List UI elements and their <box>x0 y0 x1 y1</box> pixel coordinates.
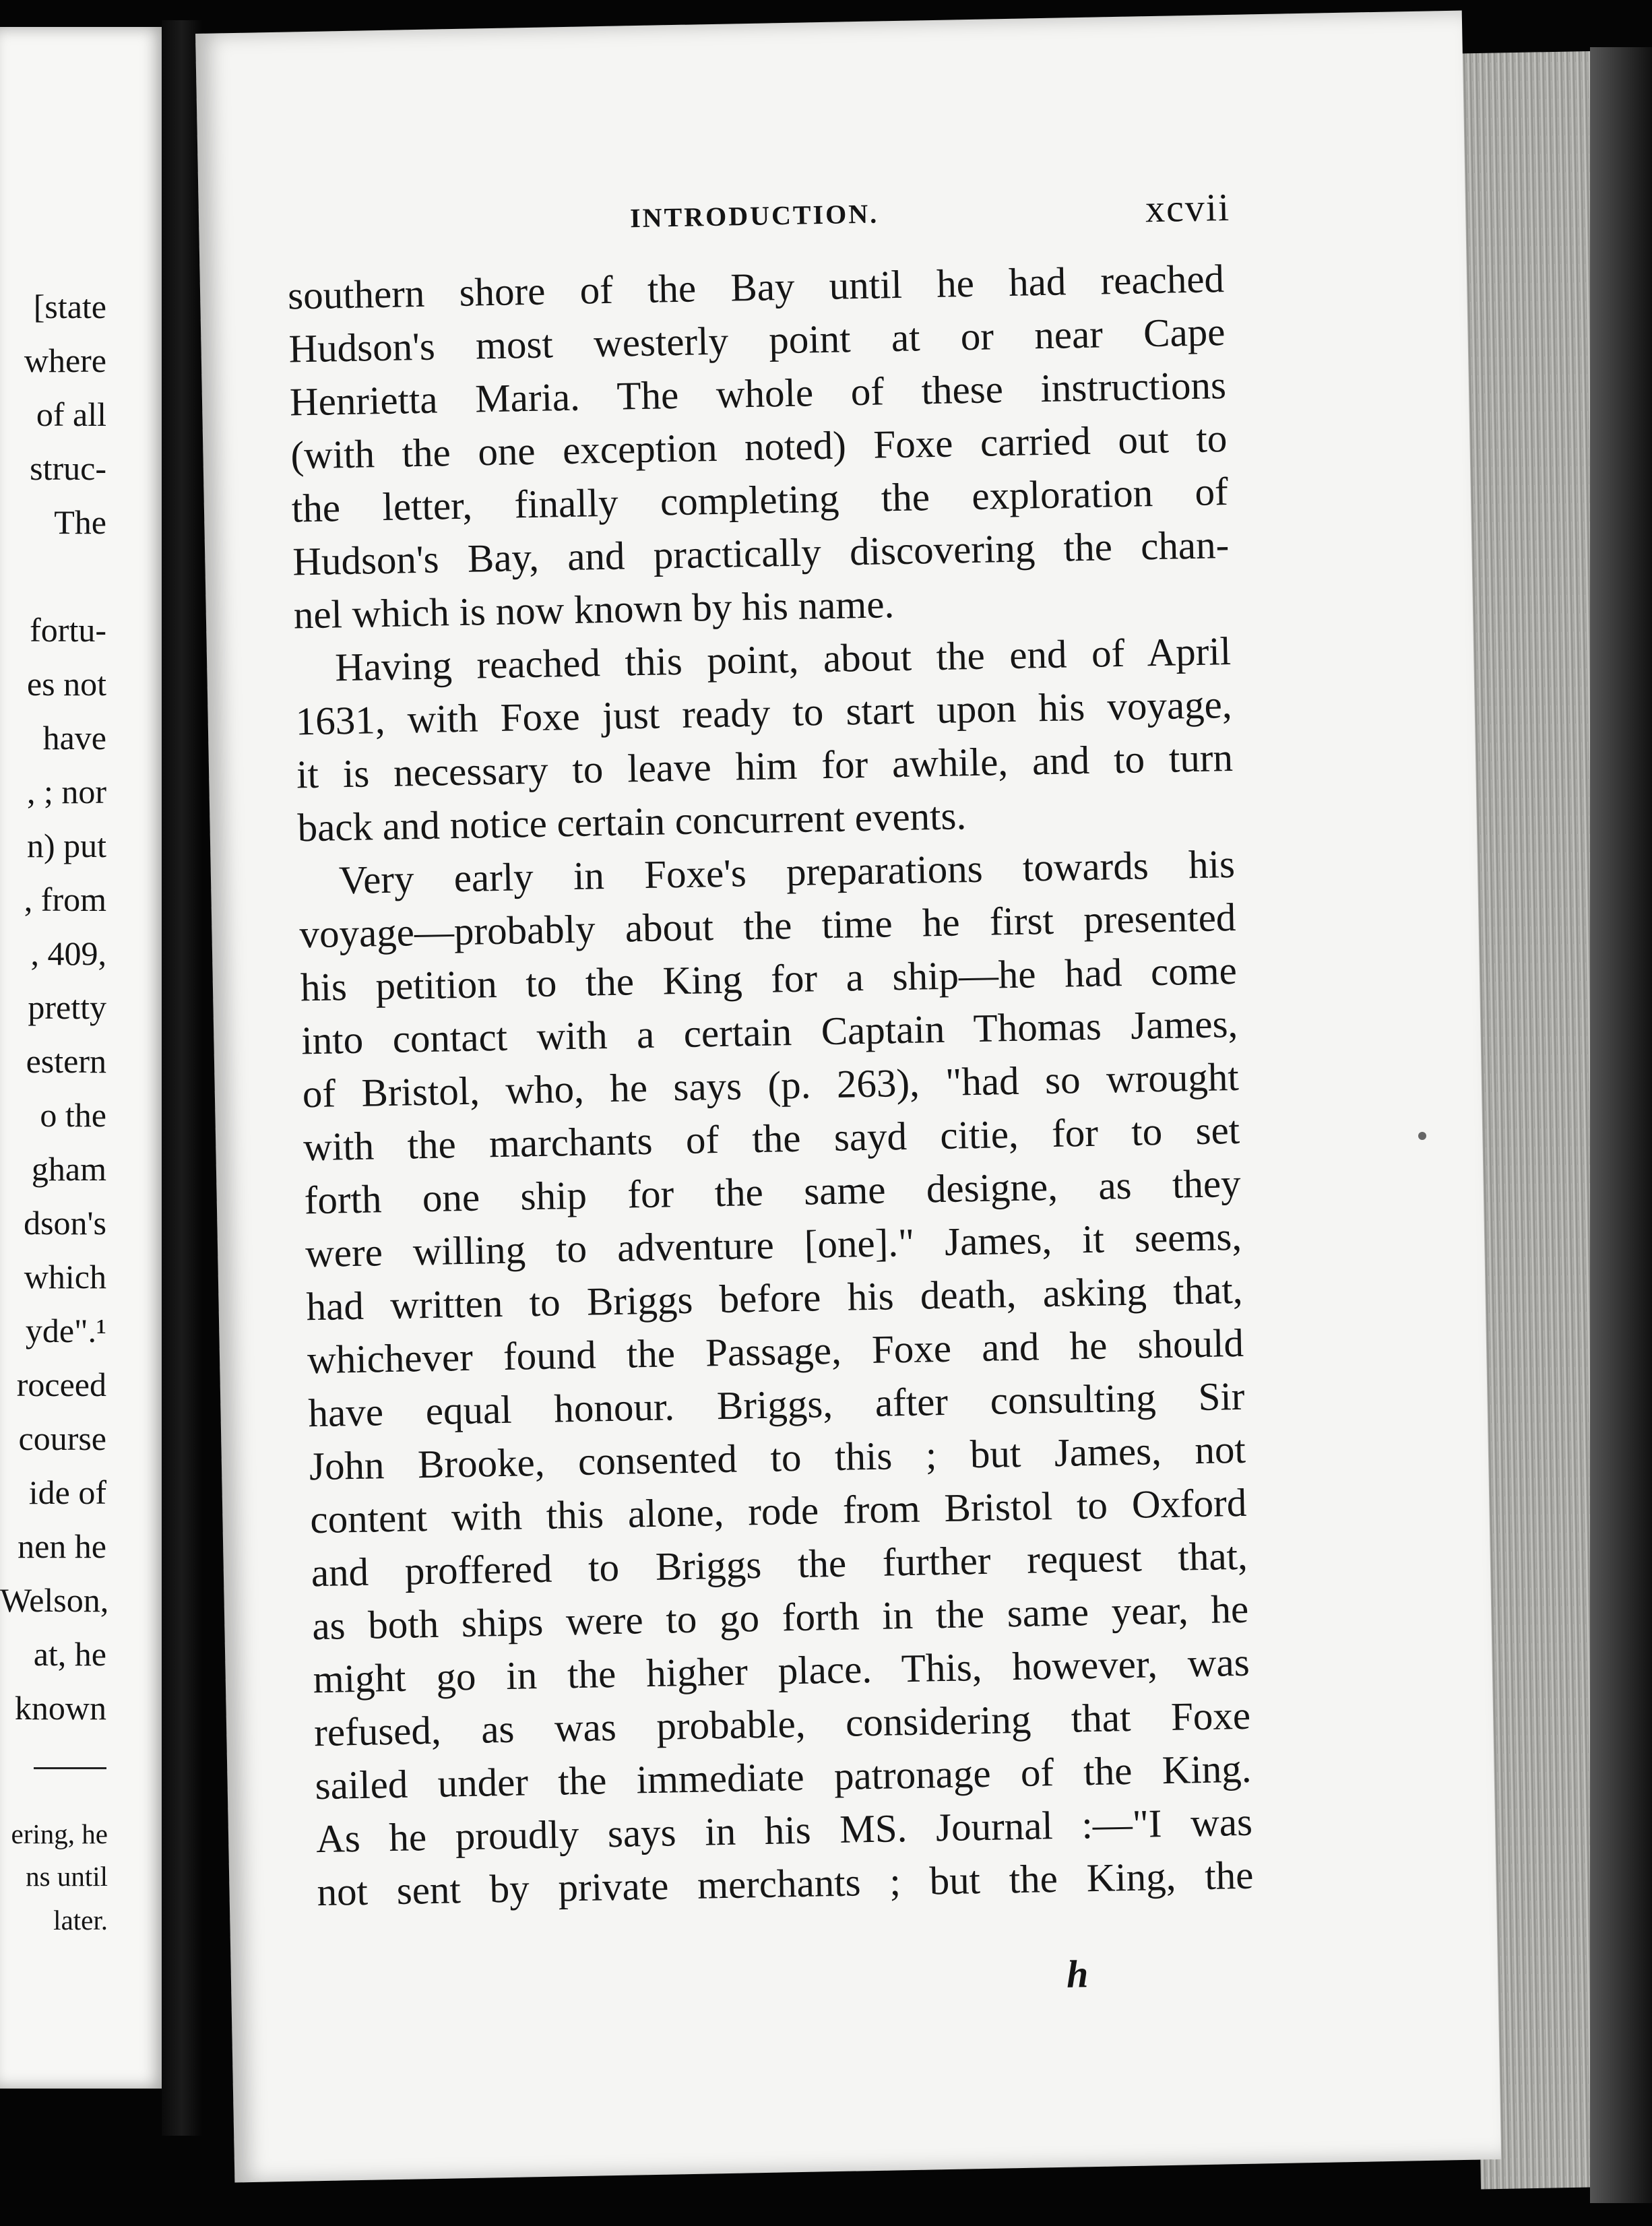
body-line: refused, as was probable, considering that Foxe <box>313 1692 1251 1755</box>
left-page-line: have <box>42 719 106 757</box>
body-line: Henrietta Maria. The whole of these instructions <box>289 362 1227 424</box>
body-line: Hudson's Bay, and practically discovering the chan- <box>292 522 1230 584</box>
left-page-line: , ; nor <box>26 773 106 810</box>
left-page-line: gham <box>31 1150 106 1188</box>
left-page-line: The <box>54 503 106 541</box>
body-line: forth one ship for the same designe, as they <box>304 1160 1242 1223</box>
body-line: voyage—probably about the time he first presented <box>298 894 1236 957</box>
body-line: his petition to the King for a ship—he had come <box>300 947 1238 1010</box>
body-line: not sent by private merchants ; but the King, the <box>316 1852 1254 1915</box>
left-page-line: at, he <box>33 1635 106 1673</box>
body-line: had written to Briggs before his death, asking that, <box>306 1267 1244 1329</box>
left-page-line: nen he <box>18 1527 106 1565</box>
body-line: back and notice certain concurrent events. <box>297 793 967 850</box>
body-line: of Bristol, who, he says (p. 263), "had so wrought <box>302 1054 1240 1116</box>
left-page-line: , from <box>24 881 106 918</box>
left-page-line: pretty <box>28 988 106 1026</box>
left-page-line: struc- <box>30 449 106 487</box>
left-footnote-line: ns until <box>26 1861 108 1892</box>
body-line: Having reached this point, about the end of April <box>334 628 1232 690</box>
body-line: content with this alone, rode from Bristol to Oxford <box>309 1480 1247 1542</box>
body-line: (with the one exception noted) Foxe carried out to <box>290 416 1228 478</box>
body-line: were willing to adventure [one]." James, it seems, <box>305 1213 1242 1276</box>
body-line: into contact with a certain Captain Thomas James, <box>300 1000 1238 1063</box>
body-line: it is necessary to leave him for awhile, and to turn <box>296 734 1234 797</box>
left-page-line: , 409, <box>30 934 106 972</box>
left-page-line: ide of <box>28 1473 106 1511</box>
page-number: xcvii <box>1145 185 1231 231</box>
body-line: John Brooke, consented to this ; but James, not <box>309 1426 1246 1489</box>
body-line: Hudson's most westerly point at or near Cape <box>288 309 1226 371</box>
body-line: nel which is now known by his name. <box>293 581 895 637</box>
left-page-line: yde".¹ <box>25 1312 106 1349</box>
left-page-line: where <box>24 342 106 379</box>
body-line: and proffered to Briggs the further request that, <box>311 1533 1248 1595</box>
body-line: Very early in Foxe's preparations towards his <box>338 841 1236 903</box>
left-page-line: dson's <box>24 1204 106 1242</box>
body-line: have equal honour. Briggs, after consulting Sir <box>307 1373 1245 1436</box>
body-line: whichever found the Passage, Foxe and he should <box>307 1320 1244 1382</box>
body-line: As he proudly says in his MS. Journal :—"I was <box>315 1799 1253 1862</box>
left-page-line: [state <box>33 288 106 325</box>
body-line: with the marchants of the sayd citie, for to set <box>303 1107 1240 1170</box>
footnote-rule <box>34 1767 106 1769</box>
left-page-line: known <box>14 1689 106 1727</box>
left-page-line: estern <box>26 1042 106 1080</box>
body-line: the letter, finally completing the exploration of <box>291 469 1229 531</box>
left-page-line: of all <box>36 395 106 433</box>
body-line: 1631, with Foxe just ready to start upon his voyage, <box>295 681 1233 744</box>
book-edge-shadow <box>1590 47 1652 2203</box>
left-page-line: o the <box>40 1096 106 1134</box>
left-page-line: fortu- <box>30 611 106 649</box>
body-line: as both ships were to go forth in the same year, he <box>311 1586 1249 1649</box>
body-line: southern shore of the Bay until he had reached <box>287 256 1225 318</box>
left-page-line: roceed <box>16 1366 106 1403</box>
body-line: might go in the higher place. This, however, was <box>313 1639 1250 1702</box>
left-footnote-line: later. <box>53 1905 108 1936</box>
paper-speck <box>1418 1132 1426 1140</box>
book-gutter <box>162 20 202 2136</box>
left-page-line: Welson, <box>0 1581 109 1619</box>
signature-mark: h <box>1066 1952 1089 1996</box>
body-line: sailed under the immediate patronage of the King. <box>315 1746 1252 1808</box>
left-footnote-line: ering, he <box>11 1818 108 1849</box>
left-page <box>0 27 165 2089</box>
left-page-line: es not <box>26 665 106 703</box>
left-page-line: course <box>18 1420 106 1457</box>
right-page <box>195 11 1501 2183</box>
running-head: INTRODUCTION. <box>629 198 879 234</box>
left-page-line: which <box>24 1258 106 1296</box>
left-page-line: n) put <box>26 827 106 864</box>
